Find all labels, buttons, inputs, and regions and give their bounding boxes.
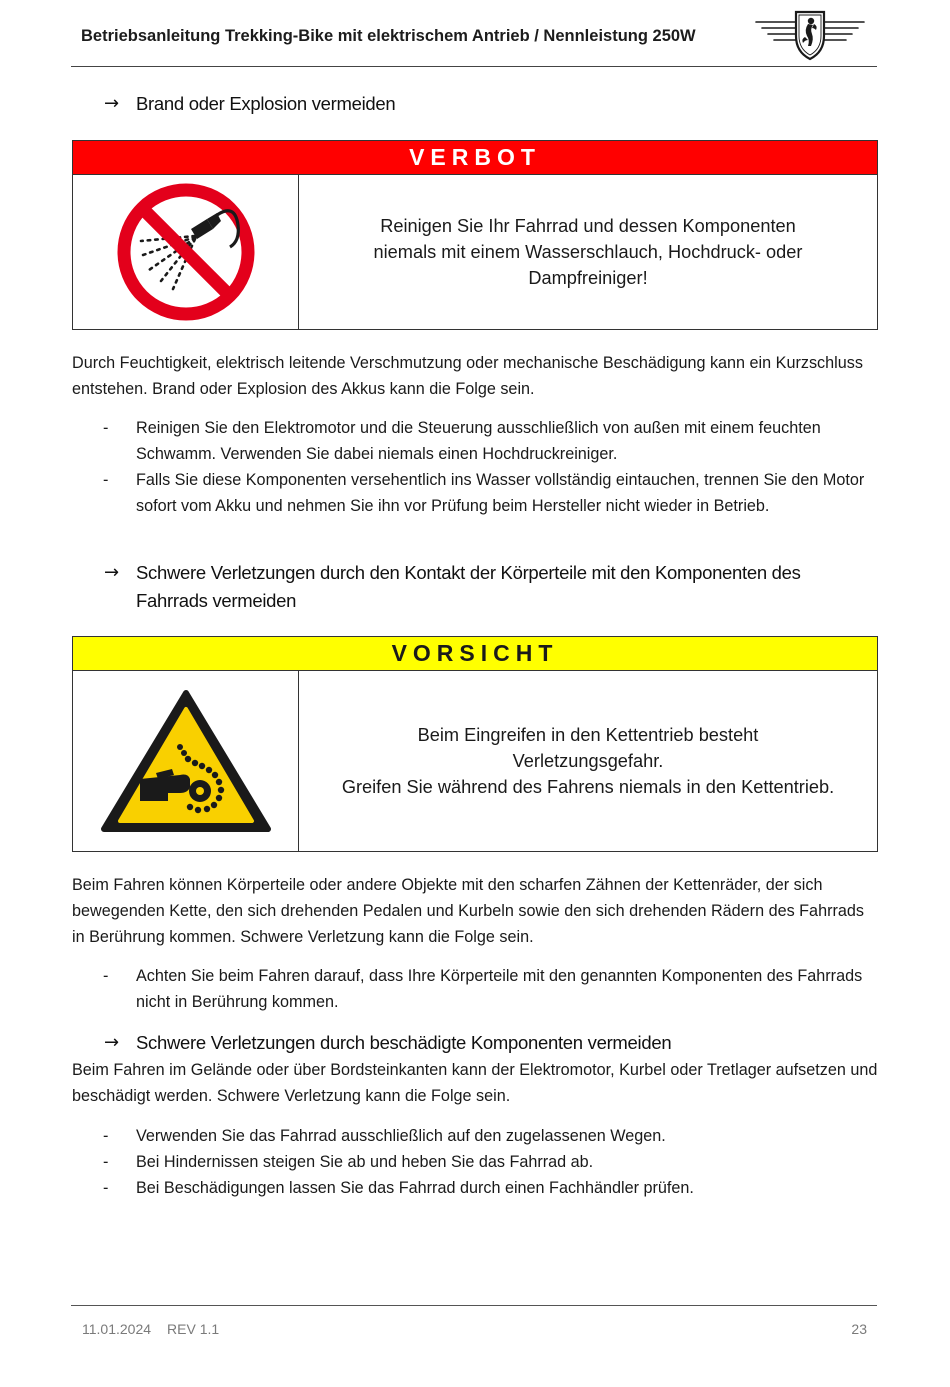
list-item: - Bei Beschädigungen lassen Sie das Fahrrad durch einen Fachhändler prüfen. [103,1179,694,1197]
section-heading-text: Brand oder Explosion vermeiden [136,93,396,114]
no-water-spray-prohibition-icon [73,175,299,329]
bullet-list-contact [72,963,878,1015]
winged-emblem-logo-icon [752,6,868,62]
paragraph-fire: Durch Feuchtigkeit, elektrisch leitende Verschmutzung oder mechanische Beschädigung kann ein Kurzschluss entstehen. Brand oder Explosion des Akkus kann die Folge sein. [72,354,863,398]
arrow-right-icon: → [104,93,120,114]
vorsicht-text [299,671,877,851]
document-title: Betriebsanleitung Trekking-Bike mit elektrischem Antrieb / Nennleistung 250W [81,27,696,45]
verbot-text-line: niemals mit einem Wasserschlauch, Hochdruck- oder [373,242,803,262]
verbot-text [299,175,877,329]
verbot-text-line: Dampfreiniger! [528,268,648,288]
section-heading-text: Schwere Verletzungen durch den Kontakt der Körperteile mit den Komponenten des Fahrrads vermeiden [136,562,801,611]
vorsicht-text-line: Beim Eingreifen in den Kettentrieb besteht [417,725,759,745]
paragraph-damage: Beim Fahren im Gelände oder über Bordsteinkanten kann der Elektromotor, Kurbel oder Tretlager aufsetzen und beschädigt werden. Schwere Verletzung kann die Folge sein. [72,1061,878,1105]
paragraph-contact: Beim Fahren können Körperteile oder andere Objekte mit den scharfen Zähnen der Kettenräder, der sich bewegenden Kette, den sich drehenden Pedalen und Kurbeln sowie den sich drehenden Rädern des Fahrrads in Berührung kommen. Schwere Verletzung kann die Folge sein. [72,876,864,946]
section-heading-text: Schwere Verletzungen durch beschädigte Komponenten vermeiden [136,1032,672,1053]
vorsicht-text-line: Greifen Sie während des Fahrens niemals in den Kettentrieb. [341,777,835,797]
verbot-text-line: Reinigen Sie Ihr Fahrrad und dessen Komponenten [380,216,796,236]
verbot-header: VERBOT [73,141,877,175]
list-item: - Verwenden Sie das Fahrrad ausschließlich auf den zugelassenen Wegen. [103,1127,666,1145]
list-item: - Falls Sie diese Komponenten versehentlich ins Wasser vollständig eintauchen, trennen Sie den Motor sofort vom Akku und nehmen Sie ihn vor Prüfung beim Hersteller nicht wieder in Betrieb. [103,471,865,515]
vorsicht-box [72,636,878,852]
chain-hand-warning-icon [73,671,299,851]
header-divider [71,66,877,67]
section-heading-contact [104,559,876,615]
list-item: - Achten Sie beim Fahren darauf, dass Ihre Körperteile mit den genannten Komponenten des Fahrrads nicht in Berührung kommen. [103,967,863,1011]
bullet-list-fire [72,415,878,519]
list-item: - Bei Hindernissen steigen Sie ab und heben Sie das Fahrrad ab. [103,1153,594,1171]
footer-divider [71,1305,877,1306]
verbot-box [72,140,878,330]
footer-meta [82,1321,219,1337]
bullet-list-damage [72,1123,878,1201]
vorsicht-text-line: Verletzungsgefahr. [512,751,664,771]
page-number: 23 [851,1321,867,1337]
footer-revision: REV 1.1 [167,1321,220,1337]
section-heading-fire [104,90,876,118]
vorsicht-header: VORSICHT [73,637,877,671]
footer-date: 11.01.2024 [82,1321,152,1337]
arrow-right-icon: → [104,1032,120,1053]
section-heading-damage [104,1029,876,1057]
arrow-right-icon: → [104,562,120,583]
list-item: - Reinigen Sie den Elektromotor und die Steuerung ausschließlich von außen mit einem feuchten Schwamm. Verwenden Sie dabei niemals einen Hochdruckreiniger. [103,419,821,463]
